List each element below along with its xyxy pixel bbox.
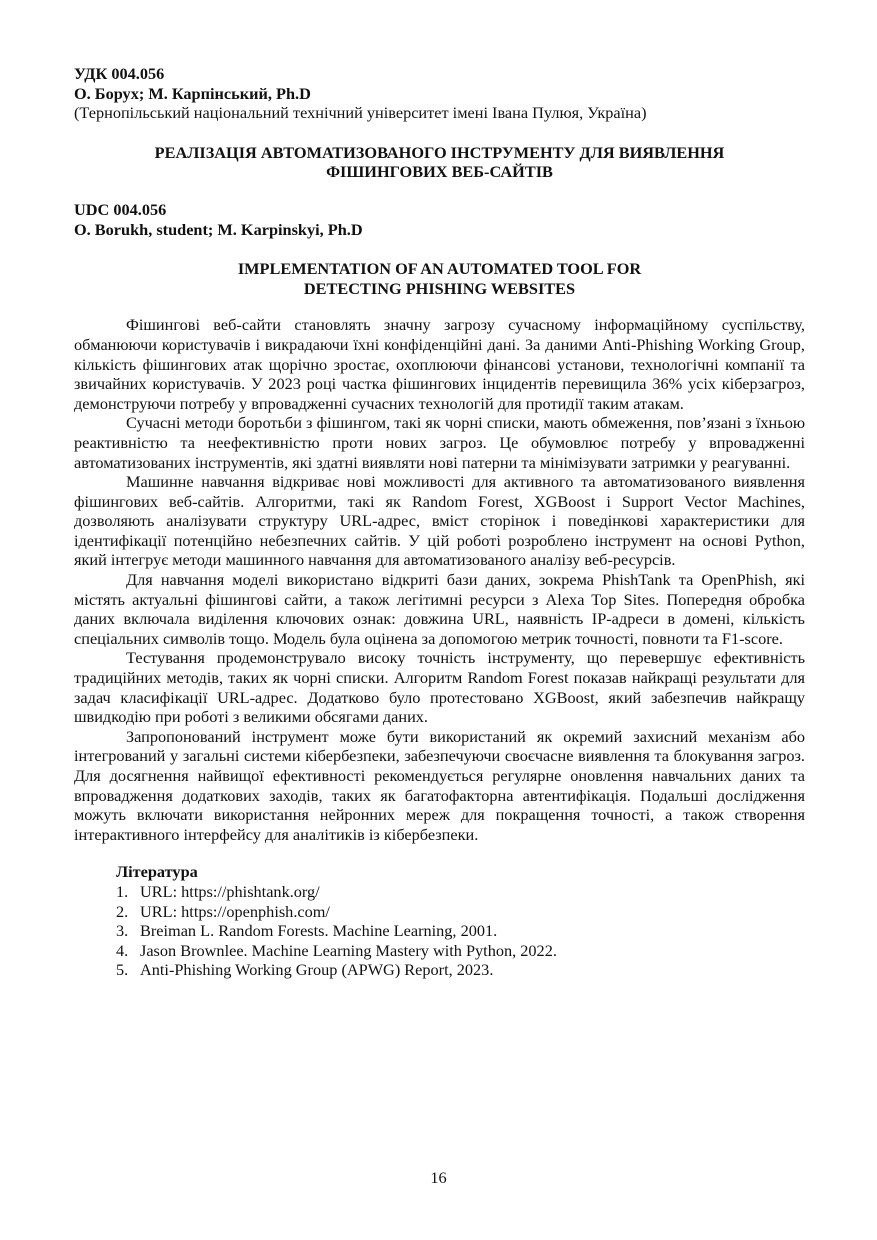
reference-text: URL: https://openphish.com/ bbox=[140, 901, 330, 921]
reference-item bbox=[116, 921, 805, 941]
paragraph: Запропонований інструмент може бути використаний як окремий захисний механізм або інтегрований у загальні системи кібербезпеки, забезпечуючи своєчасне виявлення та блокування загроз. Для досягнення найвищої ефективності рекомендується регулярне оновлення навчальних даних та впровадження додаткових заходів, таких як багатофакторна автентифікація. Подальші дослідження можуть включати використання нейронних мереж для покращення точності, а також створення інтерактивного інтерфейсу для аналітиків із кібербезпеки. bbox=[74, 726, 805, 844]
reference-number: 3. bbox=[116, 921, 129, 941]
paragraph: Фішингові веб-сайти становлять значну загрозу сучасному інформаційному суспільству, обманюючи користувачів і викрадаючи їхні конфіденційні дані. За даними Anti-Phishing Working Group, кількість фішингових атак щорічно зростає, охоплюючи фінансові установи, технологічні компанії та звичайних користувачів. У 2023 році частка фішингових інцидентів перевищила 36% усіх кіберзагроз, демонструючи потребу у впровадженні сучасних технологій для протидії таким атакам. bbox=[74, 315, 805, 413]
paragraph: Тестування продемонструвало високу точність інструменту, що перевершує ефективність традиційних методів, таких як чорні списки. Алгоритм Random Forest показав найкращі результати для задач класифікації URL-адрес. Додатково було протестовано XGBoost, який забезпечив найкращу швидкодію при роботі з великими обсягами даних. bbox=[74, 648, 805, 727]
reference-text: Jason Brownlee. Machine Learning Mastery with Python, 2022. bbox=[140, 940, 557, 960]
reference-text: Anti-Phishing Working Group (APWG) Report, 2023. bbox=[140, 960, 494, 980]
paper-page bbox=[74, 64, 805, 980]
paragraph: Машинне навчання відкриває нові можливості для активного та автоматизованого виявлення фішингових веб-сайтів. Алгоритми, такі як Random Forest, XGBoost і Support Vector Machines, дозволяють аналізувати структуру URL-адрес, вміст сторінок і поведінкові характеристики для ідентифікації потенційно небезпечних сайтів. У цій роботі розроблено інструмент на основі Python, який інтегрує методи машинного навчання для автоматизованого аналізу веб-ресурсів. bbox=[74, 472, 805, 570]
reference-item bbox=[116, 882, 805, 902]
title-en-line2: DETECTING PHISHING WEBSITES bbox=[303, 278, 576, 298]
udc-en: UDC 004.056 bbox=[74, 199, 167, 219]
affiliation-ua: (Тернопільський національний технічний університет імені Івана Пулюя, Україна) bbox=[74, 103, 647, 123]
reference-number: 5. bbox=[116, 960, 129, 980]
title-en-line1: IMPLEMENTATION OF AN AUTOMATED TOOL FOR bbox=[237, 259, 642, 279]
reference-item bbox=[116, 941, 805, 961]
title-en bbox=[74, 259, 805, 298]
reference-item bbox=[116, 960, 805, 980]
references-list bbox=[74, 882, 805, 980]
udc-ua: УДК 004.056 bbox=[74, 64, 165, 83]
paragraph: Сучасні методи боротьби з фішингом, такі як чорні списки, мають обмеження, пов’язані з їхньою реактивністю та неефективністю проти нових загроз. Це обумовлює потребу у впровадженні автоматизованих інструментів, які здатні виявляти нові патерни та мінімізувати затримки у реагуванні. bbox=[74, 413, 805, 472]
title-ua-line2: ФІШИНГОВИХ ВЕБ-САЙТІВ bbox=[326, 162, 553, 182]
authors-en: O. Borukh, student; M. Karpinskyi, Ph.D bbox=[74, 219, 363, 239]
reference-text: Breiman L. Random Forests. Machine Learning, 2001. bbox=[140, 921, 498, 941]
page-number: 16 bbox=[430, 1168, 447, 1187]
reference-text: URL: https://phishtank.org/ bbox=[140, 881, 320, 901]
reference-number: 4. bbox=[116, 940, 129, 960]
references-heading: Література bbox=[116, 862, 198, 882]
reference-number: 2. bbox=[116, 901, 129, 921]
body-text bbox=[74, 315, 805, 844]
title-ua bbox=[74, 143, 805, 182]
reference-number: 1. bbox=[116, 881, 129, 901]
reference-item bbox=[116, 902, 805, 922]
title-ua-line1: РЕАЛІЗАЦІЯ АВТОМАТИЗОВАНОГО ІНСТРУМЕНТУ ДЛЯ ВИЯВЛЕННЯ bbox=[154, 142, 725, 162]
authors-ua: О. Борух; М. Карпінський, Ph.D bbox=[74, 83, 311, 103]
paragraph: Для навчання моделі використано відкриті бази даних, зокрема PhishTank та OpenPhish, які містять актуальні фішингові сайти, а також легітимні ресурси з Alexa Top Sites. Попередня обробка даних включала виділення ключових ознак: довжина URL, наявність IP-адреси в домені, кількість спеціальних символів тощо. Модель була оцінена за допомогою метрик точності, повноти та F1-score. bbox=[74, 570, 805, 648]
